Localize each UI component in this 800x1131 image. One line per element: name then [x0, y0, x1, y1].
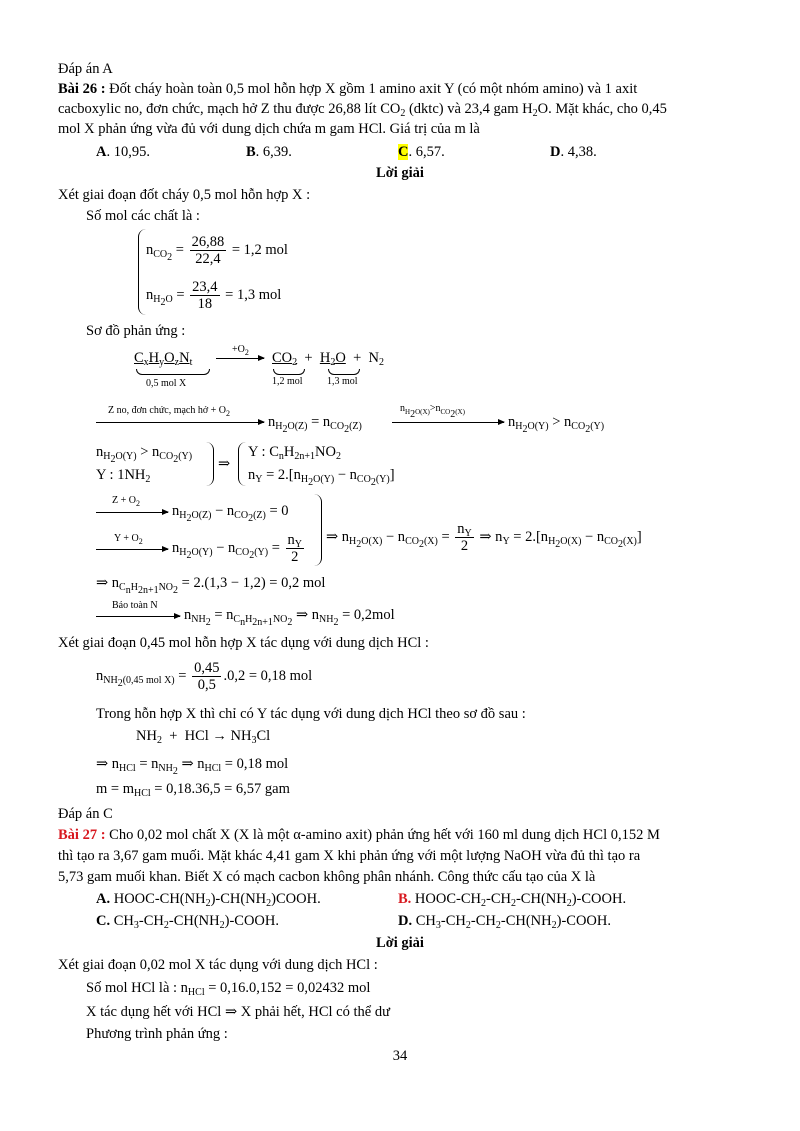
compare-arrow: [392, 422, 504, 423]
z-equality: $n_{H_2O(Z)} = n_{CO_2(Z)}$: [268, 414, 362, 435]
y-difference: $n_{H_2O(Y)} - n_{CO_2(Y)}$ = $\frac{n_Y}{2}$: [172, 532, 302, 566]
stage-hcl: Xét giai đoạn 0,45 mol hỗn hợp X tác dụng với dung dịch HCl :: [58, 635, 429, 651]
y-o2-arrow: [96, 549, 168, 550]
page-number: 34: [392, 1048, 408, 1064]
implies-1: ⇒: [218, 456, 231, 472]
x-reacts-27: X tác dụng hết với HCl ⇒ X phải hết, HCl có thể dư: [86, 1004, 390, 1020]
z-o2-label: $Z + O_2$: [112, 495, 140, 508]
calc-amino-moles: ⇒ $n_{C_nH_{2n+1}NO_2} = 2.(1,3 - 1,2) = 0,2$ mol: [96, 575, 326, 596]
problem-26-line-3: mol X phản ứng vừa đủ với dung dịch chứa m gam HCl. Giá trị của m là: [58, 121, 480, 137]
z-o2-arrow: [96, 512, 168, 513]
option-c-correct: C. 6,57.: [398, 144, 445, 160]
problem-26-line-1: Bài 26 : Đốt cháy hoàn toàn 0,5 mol hỗn hợp X gồm 1 amino axit Y (có một nhóm amino) và 1 axit: [58, 81, 638, 97]
co2-underbrace: [273, 369, 305, 375]
z-difference: $n_{H_2O(Z)} - n_{CO_2(Z)} = 0$: [172, 503, 289, 524]
z-arrow: [96, 422, 264, 423]
y-inequality: $n_{H_2O(Y)} > n_{CO_2(Y)}$: [508, 414, 605, 435]
co2-moles-label: 1,2 mol: [272, 376, 303, 387]
stage-combustion: Xét giai đoạn đốt cháy 0,5 mol hỗn hợp X :: [58, 187, 311, 203]
y-nh2: Y : $1NH_2$: [96, 467, 151, 485]
moles-intro: Số mol các chất là :: [86, 208, 200, 224]
problem-26-line-2: cacboxylic no, đơn chức, mạch hở Z thu được 26,88 lít $CO_2$ (dktc) và 23,4 gam $H_2O$. Mặt khác, cho 0,45: [58, 101, 667, 119]
scheme-products: $CO_2 + H_2O + N_2$: [272, 350, 384, 368]
z-arrow-label: Z no, đơn chức, mạch hở + $O_2$: [108, 405, 230, 418]
option-27-b-correct: B. HOOC-$CH_2-CH_2-CH(NH_2)$-COOH.: [398, 891, 627, 909]
option-27-c: C. $CH_3-CH_2-CH(NH_2)$-COOH.: [96, 913, 279, 931]
only-y-reacts: Trong hỗn hợp X thì chỉ có Y tác dụng với dung dịch HCl theo sơ đồ sau :: [96, 706, 526, 722]
problem-26-label: Bài 26 :: [58, 81, 106, 97]
option-27-a: A. HOOC-$CH(NH_2)-CH(NH_2)COOH$.: [96, 891, 321, 909]
scheme-reactant-formula: $C_xH_yO_zN_t$: [134, 350, 193, 368]
equation-intro-27: Phương trình phản ứng :: [86, 1026, 228, 1042]
answer-26: Đáp án C: [58, 806, 113, 822]
option-a: A. 10,95.: [96, 144, 150, 160]
scheme-intro: Sơ đồ phản ứng :: [86, 323, 186, 339]
y-condition: $n_{H_2O(Y)} > n_{CO_2(Y)}$: [96, 444, 193, 465]
y-rbrace: [206, 442, 214, 486]
y-lbrace: [238, 442, 246, 486]
problem-27-label: Bài 27 :: [58, 827, 106, 843]
y-moles-formula: $n_Y = 2.[n_{H_2O(Y)} - n_{CO_2(Y)}]$: [248, 467, 395, 488]
option-27-d: D. $CH_3-CH_2-CH_2-CH(NH_2)$-COOH.: [398, 913, 611, 931]
previous-answer: Đáp án A: [58, 61, 113, 77]
solution-title-27: Lời giải: [376, 935, 424, 951]
option-b: B. 6,39.: [246, 144, 292, 160]
h2o-moles-label: 1,3 mol: [327, 376, 358, 387]
stage-27: Xét giai đoạn 0,02 mol X tác dụng với dung dịch HCl :: [58, 957, 378, 973]
mass-result: $m = m_{HCl} = 0,18.36,5 = 6,57$ gam: [96, 781, 290, 799]
zy-rbrace: [314, 494, 322, 566]
nh2-045: $n_{NH_2(0,45 mol X)}$ = $\frac{0,45}{0,5}$ .0,2 = 0,18 mol: [96, 660, 313, 694]
bao-toan-arrow: [96, 616, 180, 617]
y-formula: Y : $C_nH_{2n+1}NO_2$: [248, 444, 341, 462]
hcl-moles-27: Số mol HCl là : $n_{HCl} = 0,16.0,152 = 0,02432$ mol: [86, 980, 371, 998]
reactant-underbrace: [136, 369, 210, 375]
reaction-arrow: [216, 358, 264, 359]
solution-title-26: Lời giải: [376, 165, 424, 181]
x-difference: ⇒ $n_{H_2O(X)} - n_{CO_2(X)}$ = $\frac{n_Y}{2}$ ⇒ $n_Y = 2.[n_{H_2O(X)} - n_{CO_2(X)}]$: [326, 521, 642, 555]
h2o-underbrace: [328, 369, 360, 375]
y-o2-label: $Y + O_2$: [114, 533, 143, 546]
nh2-hcl-equation: $NH_2$ + HCl → $NH_3Cl$: [136, 728, 271, 746]
scheme-reactant-moles: 0,5 mol X: [146, 378, 187, 389]
co2-moles: $n_{CO_2}$ = $\frac{26,88}{22,4}$ = 1,2 mol: [146, 234, 288, 268]
option-d: D. 4,38.: [550, 144, 597, 160]
calc-nh2: $n_{NH_2} = n_{C_nH_{2n+1}NO_2}$ ⇒ $n_{NH_2} = 0,2mol$: [184, 607, 395, 628]
hcl-moles: ⇒ $n_{HCl} = n_{NH_2}$ ⇒ $n_{HCl} = 0,18$ mol: [96, 756, 289, 777]
problem-27-line-2: thì tạo ra 3,67 gam muối. Mặt khác 4,41 gam X khi phản ứng với một lượng NaOH vừa đủ thì tạo ra: [58, 848, 641, 864]
problem-27-line-3: 5,73 gam muối khan. Biết X có mạch cacbon không phân nhánh. Công thức cấu tạo của X là: [58, 869, 596, 885]
problem-27-line-1: Bài 27 : Cho 0,02 mol chất X (X là một α-amino axit) phản ứng hết với 160 ml dung dịch HCl 0,152 M: [58, 827, 660, 843]
bao-toan-label: Bảo toàn N: [112, 600, 158, 611]
o2-arrow-label: $+O_2$: [232, 344, 249, 357]
compare-arrow-label: $n_{H_2O(X)}>n_{CO_2(X)}$: [400, 403, 465, 420]
h2o-moles: $n_{H_2O}$ = $\frac{23,4}{18}$ = 1,3 mol: [146, 279, 282, 313]
